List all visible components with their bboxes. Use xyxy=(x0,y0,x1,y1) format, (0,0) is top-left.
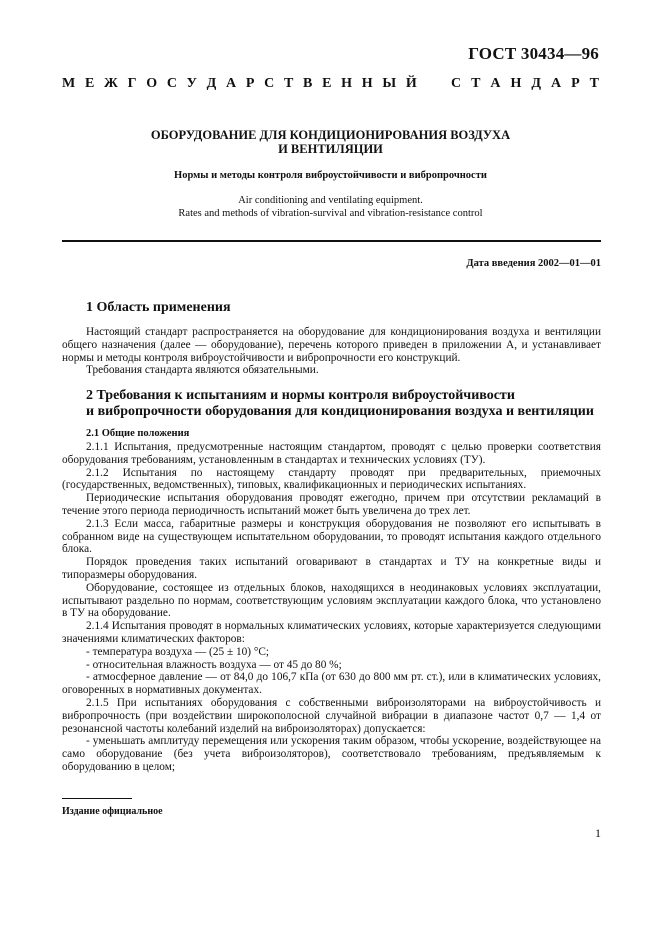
list-item: - атмосферное давление — от 84,0 до 106,7 кПа (от 630 до 800 мм рт. ст.), или в климатических условиях, оговоренных в нормативных документах. xyxy=(62,671,601,697)
banner-letter: Н xyxy=(341,76,353,91)
banner-letter: С xyxy=(166,76,177,91)
banner-letter: В xyxy=(303,76,313,91)
interstate-standard-banner xyxy=(62,76,599,92)
paragraph: Настоящий стандарт распространяется на оборудование для кондиционирования воздуха и вентиляции общего назначения (далее — оборудование), перечень которого приведен в приложении А, и устанавливает нормы и методы контроля виброустойчивости и вибропрочности его конструкций. xyxy=(62,326,601,364)
title-line-1: ОБОРУДОВАНИЕ ДЛЯ КОНДИЦИОНИРОВАНИЯ ВОЗДУХА xyxy=(150,128,511,142)
banner-letter: Д xyxy=(531,76,541,91)
document-title xyxy=(62,128,599,156)
paragraph: Требования стандарта являются обязательными. xyxy=(86,364,319,377)
footer-divider xyxy=(62,798,132,799)
section-2-text xyxy=(62,441,601,774)
banner-letter: Т xyxy=(471,76,481,91)
banner-letter: М xyxy=(62,76,76,91)
banner-letter: С xyxy=(264,76,275,91)
list-item: - температура воздуха — (25 ± 10) °С; xyxy=(86,645,270,658)
banner-letter: Т xyxy=(589,76,599,91)
banner-word-standard xyxy=(451,76,599,92)
section-2-heading-line-1: 2 Требования к испытаниям и нормы контроля виброустойчивости xyxy=(86,388,515,404)
list-item: - уменьшать амплитуду перемещения или ускорения таким образом, чтобы ускорение, воздействующее на само оборудование (без учета виброизоляторов), соответствовало требованиям, предъявляемым к оборудованию в целом; xyxy=(62,735,601,773)
paragraph: 2.1.2 Испытания по настоящему стандарту проводят при предварительных, приемочных (государственных, ведомственных), типовых, квалификационных и периодических испытаниях. xyxy=(62,466,601,492)
banner-letter: Ы xyxy=(382,76,397,91)
banner-letter: Е xyxy=(84,76,95,91)
banner-letter: Д xyxy=(206,76,217,91)
banner-word-interstate xyxy=(62,76,417,92)
paragraph: 2.1.4 Испытания проводят в нормальных климатических условиях, которые характеризуется следующими значениями климатических факторов: xyxy=(62,620,601,645)
title-block xyxy=(62,128,599,220)
official-edition-note: Издание официальное xyxy=(62,806,163,817)
section-2-heading xyxy=(86,388,601,420)
paragraph: 2.1.5 При испытаниях оборудования с собственными виброизоляторами на виброустойчивость и вибропрочность (при воздействии широкополосной случайной вибрации в диапазоне частот 0,7 — 1,4 от резонансной частоты колебаний изделий на виброизоляторах) допускается: xyxy=(62,696,601,735)
banner-letter: У xyxy=(186,76,197,91)
standard-number: ГОСТ 30434—96 xyxy=(468,44,599,63)
english-title-line-2: Rates and methods of vibration-survival and vibration-resistance control xyxy=(178,207,483,219)
banner-letter: С xyxy=(451,76,462,91)
banner-letter: Р xyxy=(245,76,255,91)
banner-letter: Й xyxy=(405,76,417,91)
section-1-text xyxy=(62,326,601,377)
paragraph: Порядок проведения таких испытаний оговаривают в стандартах и ТУ на конкретные виды и типоразмеры оборудования. xyxy=(62,556,601,581)
banner-letter: А xyxy=(226,76,237,91)
banner-letter: Р xyxy=(571,76,580,91)
english-title-line-1: Air conditioning and ventilating equipment. xyxy=(238,195,423,206)
paragraph: 2.1.1 Испытания, предусмотренные настоящим стандартом, проводят с целью проверки соответствия оборудования требованиям, установленным в стандартах и технических условиях (ТУ). xyxy=(62,440,601,466)
banner-letter: Н xyxy=(361,76,373,91)
banner-letter: Е xyxy=(322,76,332,91)
banner-letter: А xyxy=(490,76,501,91)
subsection-2-1-heading: 2.1 Общие положения xyxy=(86,428,190,440)
list-item: - относительная влажность воздуха — от 45 до 80 %; xyxy=(86,658,342,671)
banner-letter: А xyxy=(550,76,562,91)
document-subtitle: Нормы и методы контроля виброустойчивости и вибропрочности xyxy=(174,170,487,181)
banner-letter: О xyxy=(146,76,158,91)
section-2-heading-line-2: и вибропрочности оборудования для кондиционирования воздуха и вентиляции xyxy=(86,404,594,420)
paragraph: 2.1.3 Если масса, габаритные размеры и конструкция оборудования не позволяют его испытывать в собранном виде на существующем испытательном оборудовании, то проводят испытания каждого отдельного блока. xyxy=(62,517,601,556)
banner-letter: Г xyxy=(127,76,137,91)
paragraph: Периодические испытания оборудования проводят ежегодно, причем при отсутствии рекламаций в течение этого периода периодичность испытаний может быть увеличена до трех лет. xyxy=(62,492,601,517)
section-1-heading: 1 Область применения xyxy=(86,300,231,315)
introduction-date: Дата введения 2002—01—01 xyxy=(466,258,601,269)
title-divider xyxy=(62,240,601,242)
banner-letter: Н xyxy=(510,76,522,91)
document-body xyxy=(62,300,601,774)
paragraph: Оборудование, состоящее из отдельных блоков, находящихся в неодинаковых условиях эксплуатации, испытывают раздельно по нормам, соответствующим условиям эксплуатации каждого блока, что установлено в ТУ на оборудование. xyxy=(62,581,601,620)
banner-letter: Т xyxy=(283,76,294,91)
title-line-2: И ВЕНТИЛЯЦИИ xyxy=(278,142,383,156)
english-title xyxy=(62,195,599,220)
page-number: 1 xyxy=(595,826,601,840)
banner-letter: Ж xyxy=(104,76,118,91)
